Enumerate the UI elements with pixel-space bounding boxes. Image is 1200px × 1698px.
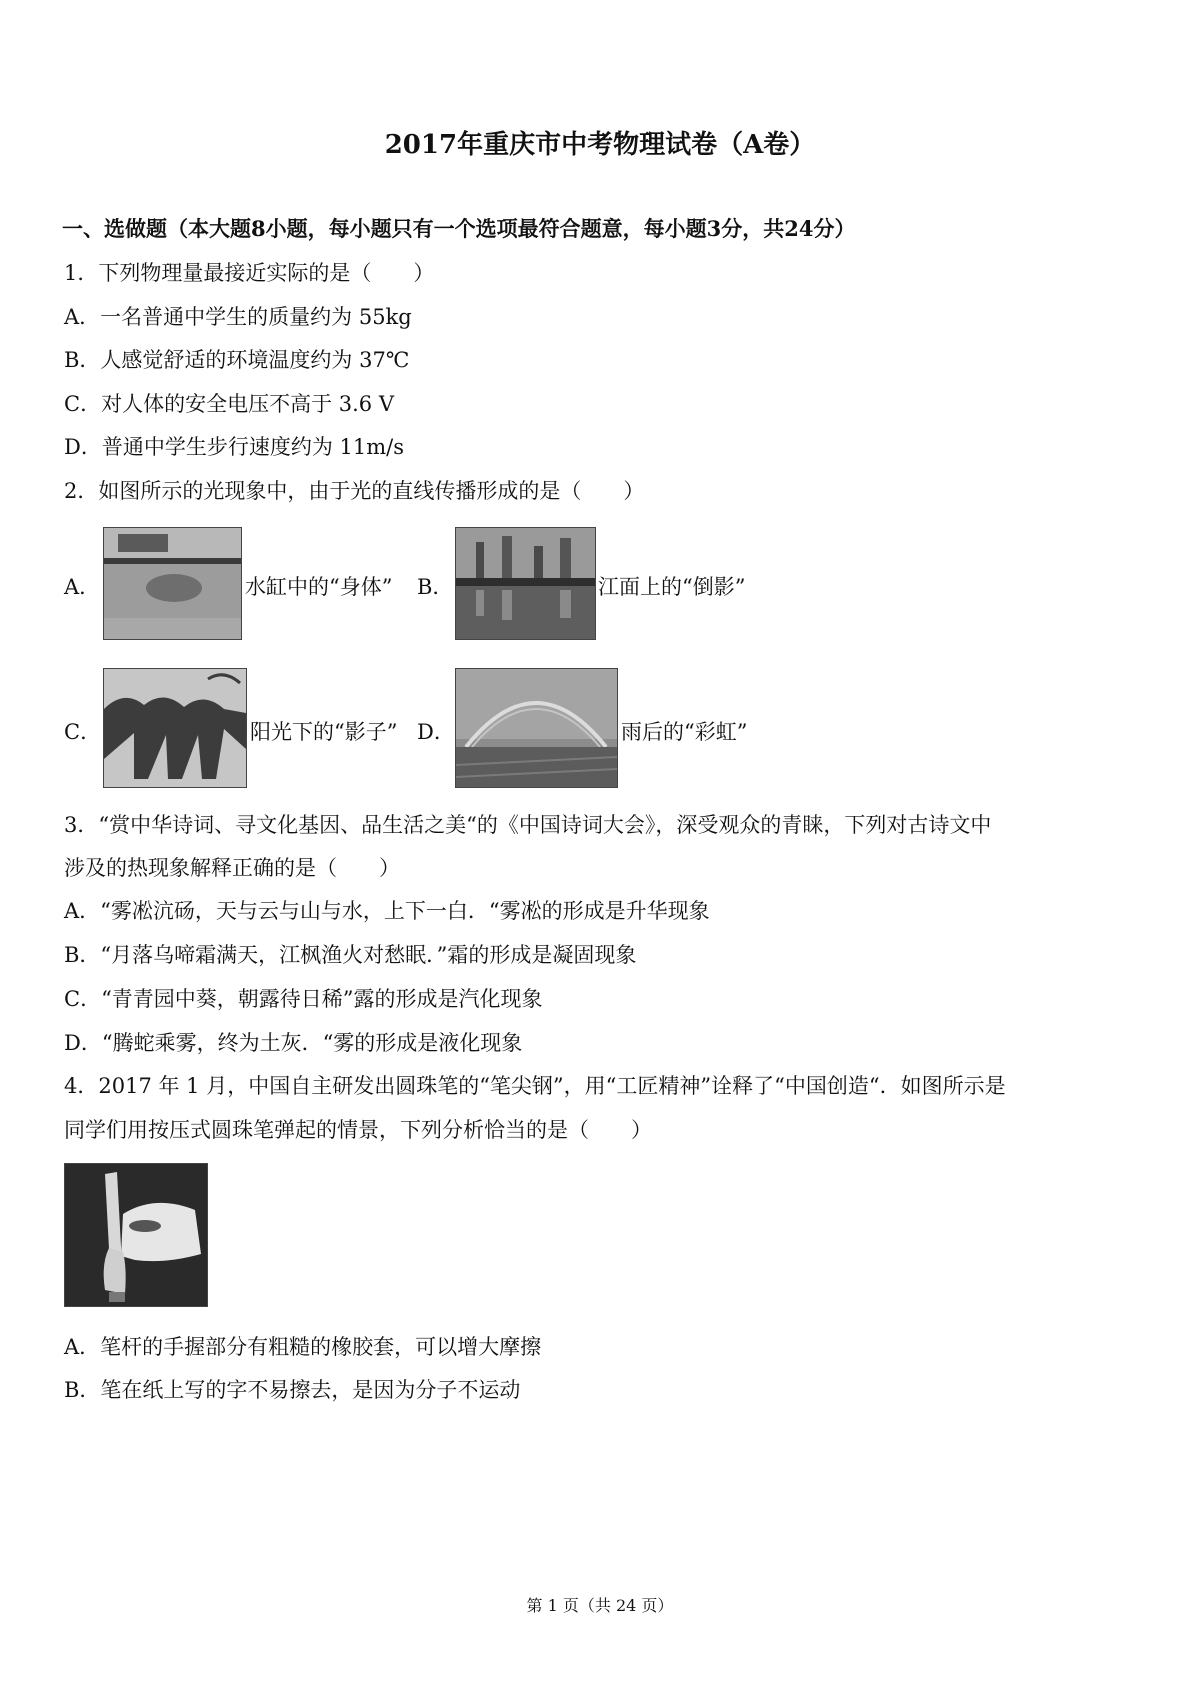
q4-stem-line1: 4．2017 年 1 月，中国自主研发出圆珠笔的“笔尖钢”，用“工匠精神”诠释了“中国创造“．如图所示是 xyxy=(64,1074,1006,1098)
q2-option-a-letter: A． xyxy=(64,575,101,599)
rainbow-photo xyxy=(455,668,618,788)
q4-stem-line2: 同学们用按压式圆珠笔弹起的情景，下列分析恰当的是（ ） xyxy=(64,1118,652,1142)
page-title: 2017年重庆市中考物理试卷（A卷） xyxy=(384,130,816,160)
shadow-photo xyxy=(103,668,247,788)
q1-option-d: D．普通中学生步行速度约为 11m/s xyxy=(64,435,404,459)
q2-option-a-text: 水缸中的“身体” xyxy=(245,575,393,599)
q2-stem: 2．如图所示的光现象中，由于光的直线传播形成的是（ ） xyxy=(64,479,645,503)
q2-option-b-letter: B． xyxy=(417,575,454,599)
page-footer: 第 1 页（共 24 页） xyxy=(526,1596,674,1615)
river-reflection-photo xyxy=(455,527,596,640)
q3-option-b: B．“月落乌啼霜满天，江枫渔火对愁眠．”霜的形成是凝固现象 xyxy=(64,943,637,967)
q3-option-a: A．“雾凇沆砀，天与云与山与水，上下一白．“雾凇的形成是升华现象 xyxy=(64,899,710,923)
q2-option-c-letter: C． xyxy=(64,720,102,744)
q3-option-d: D．“腾蛇乘雾，终为土灰．“雾的形成是液化现象 xyxy=(64,1031,523,1055)
q2-option-c-text: 阳光下的“影子” xyxy=(250,720,398,744)
q2-option-b-text: 江面上的“倒影” xyxy=(598,575,746,599)
q1-option-a: A．一名普通中学生的质量约为 55kg xyxy=(64,305,412,329)
q2-option-d-letter: D． xyxy=(417,720,455,744)
q3-stem-line1: 3．“赏中华诗词、寻文化基因、品生活之美“的《中国诗词大会》，深受观众的青睐，下列对古诗文中 xyxy=(64,813,992,837)
q1-option-c: C．对人体的安全电压不高于 3.6 V xyxy=(64,392,394,416)
q3-stem-line2: 涉及的热现象解释正确的是（ ） xyxy=(64,856,400,880)
section-heading: 一、选做题（本大题8小题，每小题只有一个选项最符合题意，每小题3分，共24分） xyxy=(62,216,856,241)
q4-option-b: B．笔在纸上写的字不易擦去，是因为分子不运动 xyxy=(64,1378,521,1402)
water-tank-photo xyxy=(103,527,242,640)
q1-option-b: B．人感觉舒适的环境温度约为 37℃ xyxy=(64,348,410,372)
pen-photo xyxy=(64,1163,208,1307)
q1-stem: 1．下列物理量最接近实际的是（ ） xyxy=(64,261,435,285)
q2-option-d-text: 雨后的“彩虹” xyxy=(621,720,748,744)
q3-option-c: C．“青青园中葵，朝露待日稀”露的形成是汽化现象 xyxy=(64,987,543,1011)
q4-option-a: A．笔杆的手握部分有粗糙的橡胶套，可以增大摩擦 xyxy=(64,1335,542,1359)
